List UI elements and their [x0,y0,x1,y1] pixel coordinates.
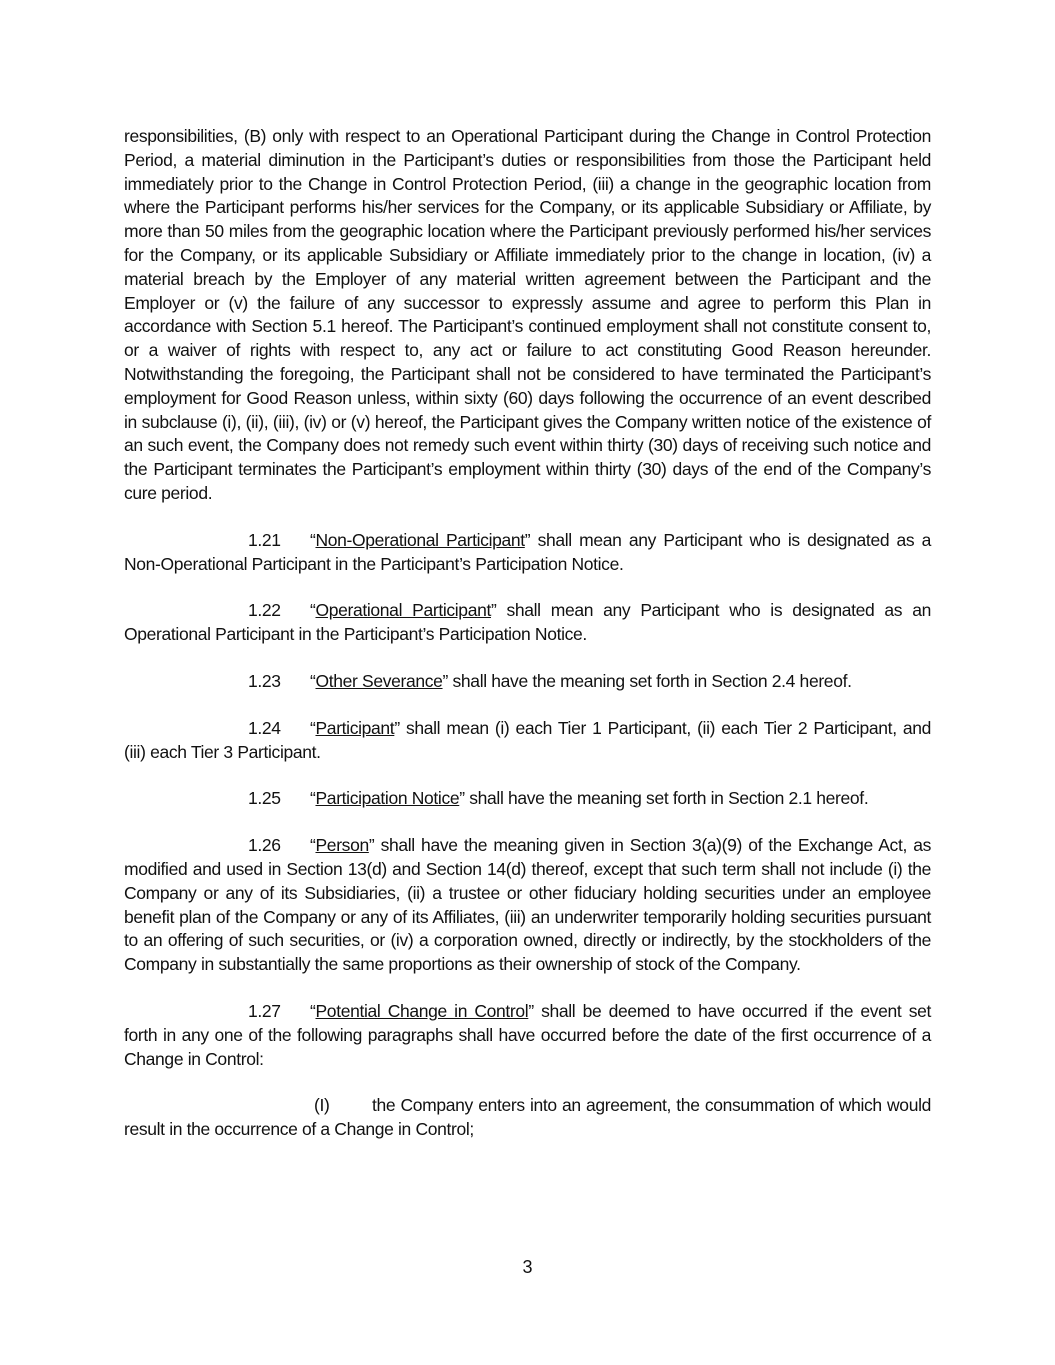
open-quote: “ [310,717,316,738]
section-number: 1.26 [248,835,281,856]
close-quote: ” [528,1000,534,1021]
subclause-text: the Company enters into an agreement, the consummation of which would result in the occurrence of a Change in Control; [124,1095,931,1140]
definition-text: shall mean (i) each Tier 1 Participant, (ii) each Tier 2 Participant, and (iii) each Tier 3 Participant. [124,717,931,762]
definition-text: shall have the meaning set forth in Section 2.4 hereof. [448,670,852,691]
defined-term: Potential Change in Control [315,1000,529,1021]
definition-text: shall mean any Participant who is designated as an Operational Participant in the Participant’s Participation Notice. [124,600,931,645]
defined-term: Participation Notice [315,788,460,809]
section-number: 1.25 [248,788,281,809]
open-quote: “ [310,1000,316,1021]
defined-term: Participant [315,717,395,738]
definition-text: shall have the meaning set forth in Section 2.1 hereof. [464,788,869,809]
open-quote: “ [310,788,316,809]
open-quote: “ [310,670,316,691]
continuation-paragraph: responsibilities, (B) only with respect to an Operational Participant during the Change in Control Protection Period, a material diminution in the Participant’s duties or responsibilities from those the Participant held immediately prior to the Change in Control Protection Period, (iii) a change in the geographic location from where the Participant performs his/her services for the Company, or its applicable Subsidiary or Affiliate, by more than 50 miles from the geographic location where the Participant previously performed his/her services for the Company, or its applicable Subsidiary or Affiliate immediately prior to the change in location, (iv) a material breach by the Employer of any material written agreement between the Participant and the Employer or (v) the failure of any successor to expressly assume and agree to perform this Plan in accordance with Section 5.1 hereof. The Participant’s continued employment shall not constitute consent to, or a waiver of rights with respect to, any act or failure to act constituting Good Reason hereunder. Notwithstanding the foregoing, the Participant shall not be considered to have terminated the Participant’s employment for Good Reason unless, within sixty (60) days following the occurrence of an event described in subclause (i), (ii), (iii), (iv) or (v) hereof, the Participant gives the Company written notice of the existence of an such event, the Company does not remedy such event within thirty (30) days of receiving such notice and the Participant terminates the Participant’s employment within thirty (30) days of the end of the Company’s cure period. [124,126,931,503]
close-quote: ” [524,529,531,550]
close-quote: ” [459,788,465,809]
section-1-23 [124,670,931,694]
close-quote: ” [442,670,449,691]
defined-term: Non-Operational Participant [315,529,525,550]
section-1-27 [124,1000,931,1071]
definition-text: shall have the meaning given in Section 3(a)(9) of the Exchange Act, as modified and used in Section 13(d) and Section 14(d) thereof, except that such term shall not include (i) the Company or any of its Subsidiaries, (ii) a trustee or other fiduciary holding securities under an employee benefit plan of the Company or any of its Affiliates, (iii) an underwriter temporarily holding securities pursuant to an offering of such securities, or (iv) a corporation owned, directly or indirectly, by the stockholders of the Company in substantially the same proportions as their ownership of stock of the Company. [124,835,931,975]
open-quote: “ [310,600,316,621]
definition-text: shall mean any Participant who is designated as a Non-Operational Participant in the Participant’s Participation Notice. [124,529,932,574]
section-1-22 [124,599,931,647]
section-number: 1.23 [248,670,281,691]
subclause-i [124,1094,931,1142]
section-number: 1.21 [248,529,281,550]
defined-term: Operational Participant [315,600,491,621]
section-1-25 [124,787,931,811]
defined-term: Person [315,835,369,856]
close-quote: ” [368,835,375,856]
section-1-21 [124,529,931,577]
defined-term: Other Severance [315,670,443,691]
section-1-26 [124,834,931,977]
section-number: 1.27 [248,1000,281,1021]
section-1-24 [124,717,931,765]
open-quote: “ [310,529,316,550]
open-quote: “ [310,835,316,856]
close-quote: ” [394,717,400,738]
page-number: 3 [522,1257,533,1277]
definition-text: shall be deemed to have occurred if the event set forth in any one of the following paragraphs shall have occurred before the date of the first occurrence of a Change in Control: [124,1000,932,1069]
subclause-label: (I) [314,1095,330,1116]
section-number: 1.24 [248,717,281,738]
close-quote: ” [490,600,497,621]
document-page [124,125,931,1165]
section-number: 1.22 [248,600,281,621]
